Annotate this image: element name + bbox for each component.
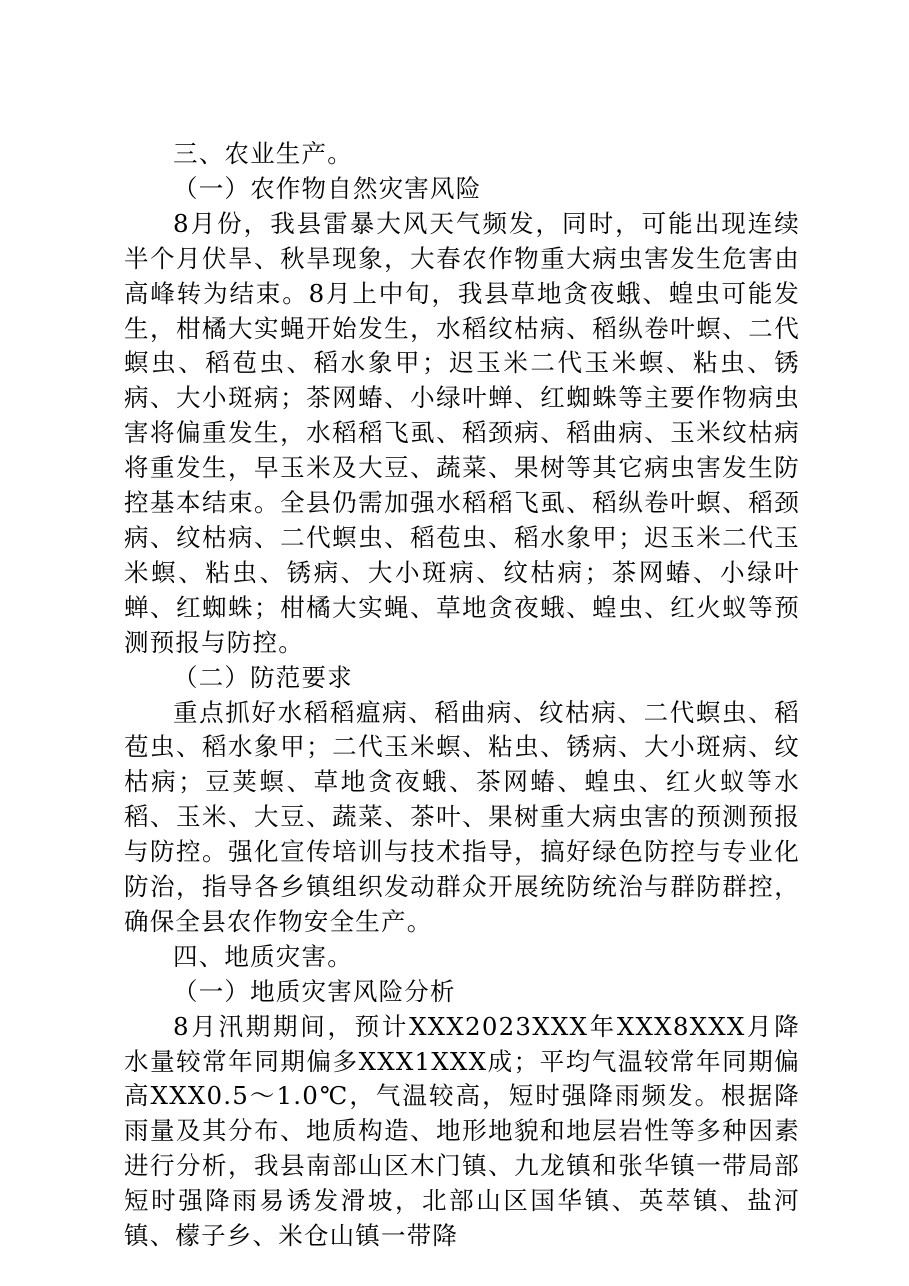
subheading-geological-risk-analysis: （一）地质灾害风险分析 xyxy=(173,976,456,1006)
section-heading-agriculture: 三、农业生产。 xyxy=(173,139,353,168)
subheading-prevention-requirements: （二）防范要求 xyxy=(173,662,353,692)
subheading-crop-disaster-risk: （一）农作物自然灾害风险 xyxy=(173,173,482,203)
paragraph-prevention-measures: 重点抓好水稻稻瘟病、稻曲病、纹枯病、二代螟虫、稻苞虫、稻水象甲；二代玉米螟、粘虫、锈病、大小斑病、纹枯病；豆荚螟、草地贪夜蛾、茶网蝽、蝗虫、红火蚁等水稻、玉米、大豆、蔬菜、茶叶、果树重大病虫害的预测预报与防控。强化宣传培训与技术指导，搞好绿色防控与专业化防治，指导各乡镇组织发动群众开展统防统治与群防群控，确保全县农作物安全生产。 xyxy=(124,697,800,936)
paragraph-crop-pest-forecast: 8月份，我县雷暴大风天气频发，同时，可能出现连续半个月伏旱、秋旱现象，大春农作物重大病虫害发生危害由高峰转为结束。8月上中旬，我县草地贪夜蛾、蝗虫可能发生，柑橘大实蝇开始发生，水稻纹枯病、稻纵卷叶螟、二代螟虫、稻苞虫、稻水象甲；迟玉米二代玉米螟、粘虫、锈病、大小斑病；茶网蝽、小绿叶蝉、红蜘蛛等主要作物病虫害将偏重发生，水稻稻飞虱、稻颈病、稻曲病、玉米纹枯病将重发生，早玉米及大豆、蔬菜、果树等其它病虫害发生防控基本结束。全县仍需加强水稻稻飞虱、稻纵卷叶螟、稻颈病、纹枯病、二代螟虫、稻苞虫、稻水象甲；迟玉米二代玉米螟、粘虫、锈病、大小斑病、纹枯病；茶网蝽、小绿叶蝉、红蜘蛛；柑橘大实蝇、草地贪夜蛾、蝗虫、红火蚁等预测预报与防控。 xyxy=(124,208,800,657)
paragraph-geological-risk-detail: 8月汛期期间，预计XXX2023XXX年XXX8XXX月降水量较常年同期偏多XXX1XXX成；平均气温较常年同期偏高XXX0.5～1.0℃，气温较高，短时强降雨频发。根据降雨量及其分布、地质构造、地形地貌和地层岩性等多种因素进行分析，我县南部山区木门镇、九龙镇和张华镇一带局部短时强降雨易诱发滑坡，北部山区国华镇、英萃镇、盐河镇、檬子乡、米仓山镇一带降 xyxy=(124,1011,800,1251)
section-heading-geological-disaster: 四、地质灾害。 xyxy=(173,941,353,971)
document-body xyxy=(124,137,800,1254)
